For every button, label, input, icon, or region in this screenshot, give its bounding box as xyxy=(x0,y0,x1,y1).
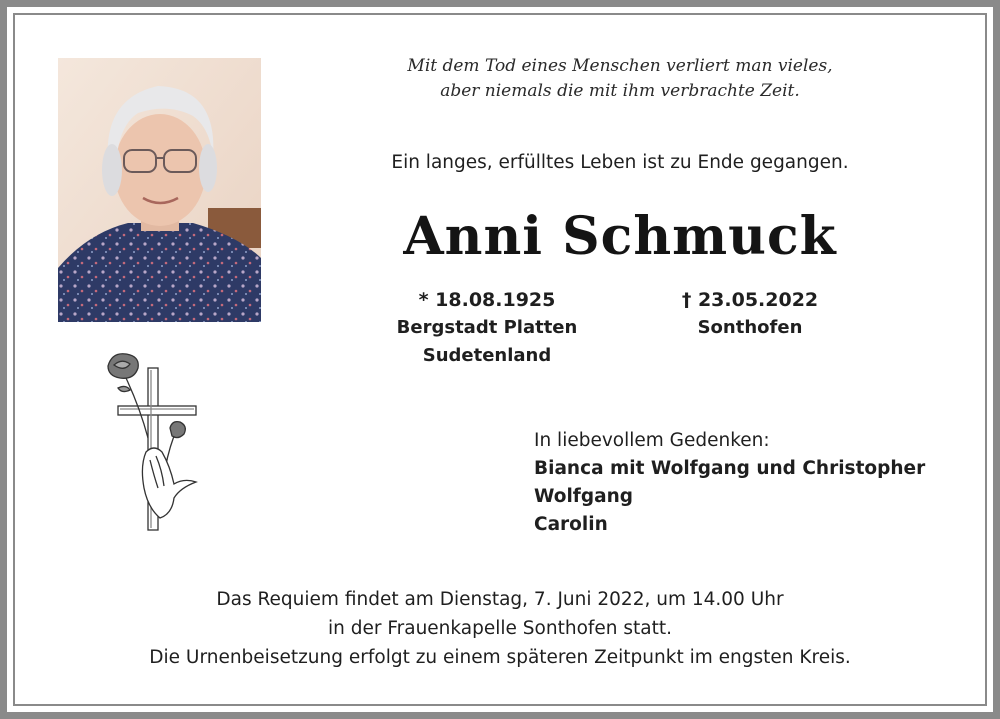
cross-rose-hands-icon xyxy=(100,348,210,534)
mourners-heading: In liebevollem Gedenken: xyxy=(534,430,770,451)
birth-info xyxy=(357,286,617,370)
memorial-quote xyxy=(330,54,910,104)
quote-line-2: aber niemals die mit ihm verbrachte Zeit. xyxy=(440,81,800,101)
mourner-name: Wolfgang xyxy=(534,486,633,507)
portrait-photo xyxy=(58,58,261,322)
death-place: Sonthofen xyxy=(697,317,803,338)
service-line-3: Die Urnenbeisetzung erfolgt zu einem späteren Zeitpunkt im engsten Kreis. xyxy=(149,647,851,668)
mourner-name: Bianca mit Wolfgang und Christopher xyxy=(534,458,926,479)
birth-place: Bergstadt Platten xyxy=(396,317,578,338)
mourners-block xyxy=(534,427,974,539)
service-line-1: Das Requiem findet am Dienstag, 7. Juni 2022, um 14.00 Uhr xyxy=(216,589,784,610)
intro-text: Ein langes, erfülltes Leben ist zu Ende gegangen. xyxy=(391,152,849,173)
death-date: † 23.05.2022 xyxy=(681,289,819,311)
service-info xyxy=(40,585,960,672)
deceased-name: Anni Schmuck xyxy=(403,206,837,267)
death-info xyxy=(620,286,880,342)
mourner-name: Carolin xyxy=(534,514,608,535)
birth-region: Sudetenland xyxy=(422,345,552,366)
quote-line-1: Mit dem Tod eines Menschen verliert man vieles, xyxy=(407,56,833,76)
service-line-2: in der Frauenkapelle Sonthofen statt. xyxy=(327,618,673,639)
birth-date: * 18.08.1925 xyxy=(418,289,556,311)
